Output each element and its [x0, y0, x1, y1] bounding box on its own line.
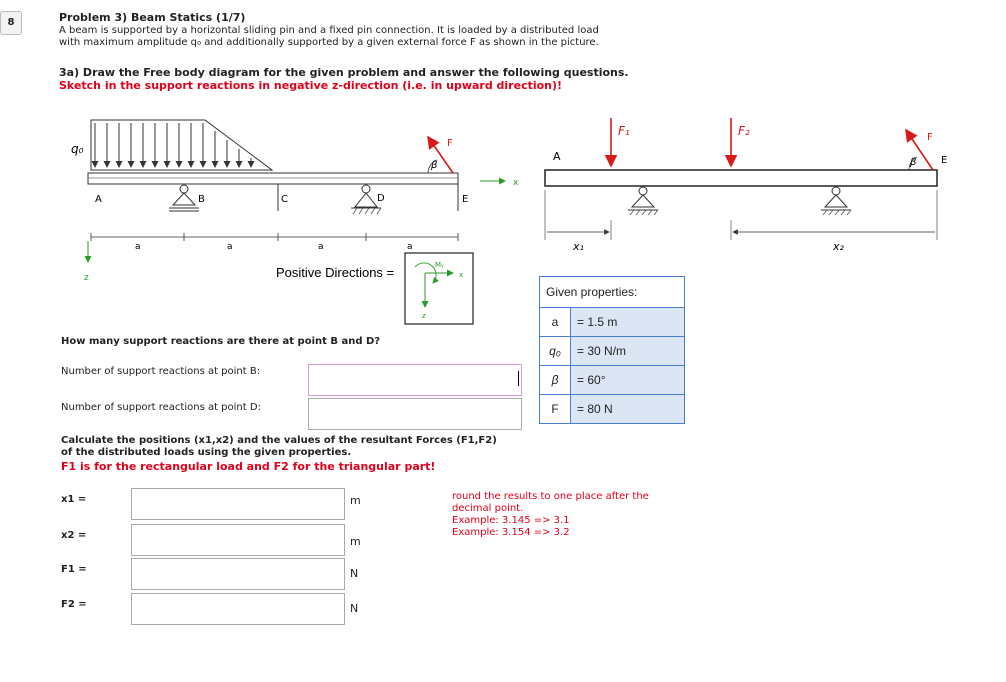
point-a-label: A	[95, 194, 102, 205]
support-b-label: Number of support reactions at point B:	[61, 366, 261, 377]
property-symbol: q₀	[540, 337, 571, 366]
x2-label: x₂	[833, 240, 844, 253]
support-b	[169, 185, 199, 211]
right-force-f-label: F	[927, 132, 933, 143]
x1-input[interactable]	[131, 488, 345, 520]
moment-label: Mᵧ	[435, 261, 444, 269]
property-row-a	[540, 308, 685, 337]
property-symbol: β	[540, 366, 571, 395]
f2-answer-label: F2 =	[61, 599, 87, 610]
intro-line-1: A beam is supported by a horizontal sliding pin and a fixed pin connection. It is loaded by a distributed load	[59, 25, 599, 36]
x2-input[interactable]	[131, 524, 345, 556]
f2-unit: N	[350, 602, 359, 615]
property-value: = 30 N/m	[571, 337, 685, 366]
beta-label: β	[431, 160, 438, 171]
point-b-label: B	[198, 194, 205, 205]
x1-unit: m	[350, 494, 361, 507]
point-d-label: D	[377, 193, 385, 204]
distributed-load	[91, 120, 272, 170]
z-axis-label: z	[84, 273, 89, 283]
f1-input[interactable]	[131, 558, 345, 590]
note-line-2: decimal point.	[452, 503, 524, 514]
right-point-e-label: E	[941, 155, 948, 166]
calc-line-3: F1 is for the rectangular load and F2 for the triangular part!	[61, 460, 436, 473]
segment-a-1: a	[135, 242, 141, 252]
property-row-q0	[540, 337, 685, 366]
x1-label: x₁	[573, 240, 584, 253]
note-line-4: Example: 3.154 => 3.2	[452, 527, 570, 538]
problem-title: Problem 3) Beam Statics (1/7)	[59, 11, 246, 24]
segment-a-3: a	[318, 242, 324, 252]
point-c-label: C	[281, 194, 288, 205]
right-point-a-label: A	[553, 150, 561, 163]
beam-diagram-left	[55, 115, 519, 330]
right-support-b	[628, 187, 658, 215]
properties-header: Given properties:	[540, 277, 685, 308]
x1-answer-label: x1 =	[61, 494, 87, 505]
q0-label: q₀	[71, 142, 84, 156]
x2-answer-label: x2 =	[61, 530, 87, 541]
property-row-f	[540, 395, 685, 424]
right-beta-label: β	[910, 157, 917, 168]
point-e-label: E	[462, 194, 469, 205]
support-reactions-question: How many support reactions are there at point B and D?	[61, 336, 381, 347]
beam	[88, 173, 458, 184]
property-row-beta	[540, 366, 685, 395]
note-line-1: round the results to one place after the	[452, 491, 649, 502]
problem-intro	[59, 25, 699, 49]
support-b-input[interactable]	[308, 364, 522, 396]
note-line-3: Example: 3.145 => 3.1	[452, 515, 570, 526]
f1-label: F₁	[618, 124, 630, 138]
subquestion-heading: 3a) Draw the Free body diagram for the given problem and answer the following questions.	[59, 66, 629, 79]
segment-a-2: a	[227, 242, 233, 252]
property-value: = 60°	[571, 366, 685, 395]
f1-unit: N	[350, 567, 359, 580]
segment-a-4: a	[407, 242, 413, 252]
calculation-instructions	[61, 435, 497, 473]
property-symbol: a	[540, 308, 571, 337]
beam-diagram-right	[535, 110, 975, 260]
calc-line-1: Calculate the positions (x1,x2) and the values of the resultant Forces (F1,F2)	[61, 435, 497, 446]
small-z-label: z	[422, 312, 426, 320]
x2-unit: m	[350, 535, 361, 548]
right-support-d	[821, 187, 851, 215]
small-x-label: x	[459, 271, 464, 279]
text-cursor	[518, 371, 519, 386]
property-value: = 80 N	[571, 395, 685, 424]
f2-input[interactable]	[131, 593, 345, 625]
right-beam	[545, 170, 937, 186]
f1-answer-label: F1 =	[61, 564, 87, 575]
sketch-instruction: Sketch in the support reactions in negative z-direction (i.e. in upward direction)!	[59, 79, 563, 92]
rounding-note	[452, 491, 682, 539]
property-symbol: F	[540, 395, 571, 424]
question-number: 8	[0, 11, 22, 35]
property-value: = 1.5 m	[571, 308, 685, 337]
positive-directions-label: Positive Directions =	[276, 265, 395, 280]
force-f-label: F	[447, 138, 453, 149]
support-d-label: Number of support reactions at point D:	[61, 402, 261, 413]
intro-line-2: with maximum amplitude q₀ and additionally supported by a given external force F as shown in the picture.	[59, 37, 599, 48]
load-arrows	[95, 123, 251, 167]
support-d-input[interactable]	[308, 398, 522, 430]
calc-line-2: of the distributed loads using the given properties.	[61, 447, 352, 458]
given-properties-table	[539, 276, 685, 424]
f2-label: F₂	[738, 124, 750, 138]
x-axis-label: x	[513, 178, 519, 188]
